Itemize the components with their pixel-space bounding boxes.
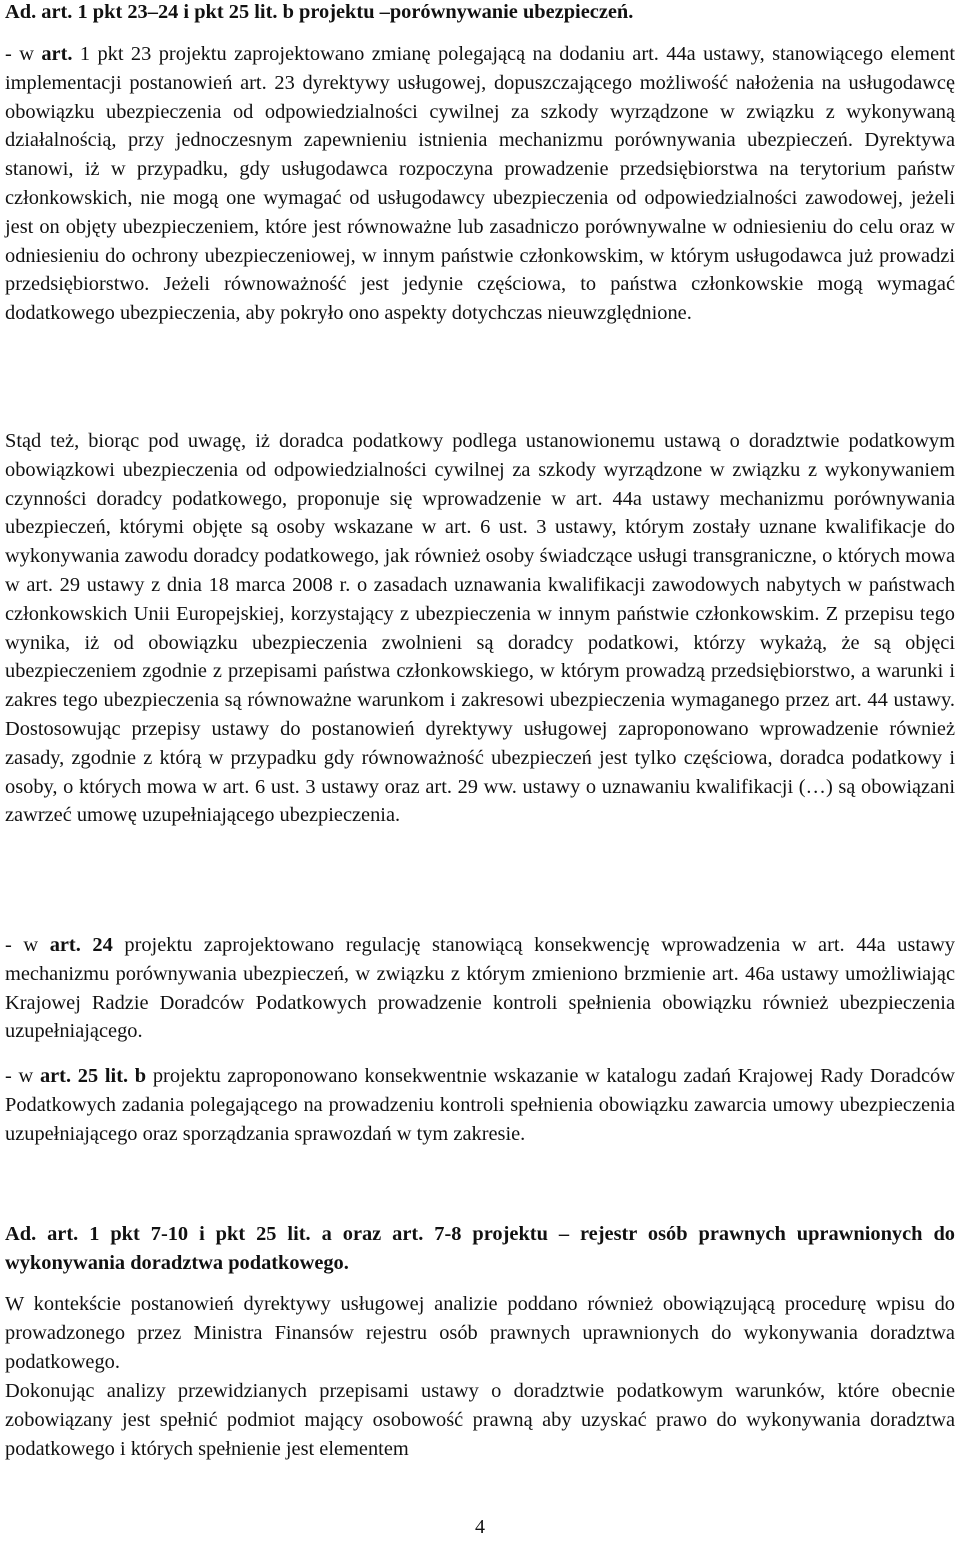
paragraph-registry-analysis: Dokonując analizy przewidzianych przepisami ustawy o doradztwie podatkowym warunków, które obecnie zobowiązany jest spełnić podmiot mający osobowość prawną aby uzyskać prawo do wykonywania doradztwa podatkowego i których spełnienie jest elementem xyxy=(5,1380,955,1460)
section-heading-registry: Ad. art. 1 pkt 7-10 i pkt 25 lit. a oraz art. 7-8 projektu – rejestr osób prawnych uprawnionych do wykonywania doradztwa podatkowego. xyxy=(5,1223,955,1274)
paragraph-registry-procedure: W kontekście postanowień dyrektywy usługowej analizie poddano również obowiązującą procedurę wpisu do prowadzonego przez Ministra Finansów rejestru osób prawnych uprawnionych do wykonywania doradztwa podatkowego. xyxy=(5,1293,955,1373)
paragraph-tax-advisor-insurance: Stąd też, biorąc pod uwagę, iż doradca podatkowy podlega ustanowionemu ustawą o doradztwie podatkowym obowiązkowi ubezpieczenia od odpowiedzialności cywilnej za szkody wyrządzone w związku z wykonywaniem czynności doradcy podatkowego, proponuje się wprowadzenie w art. 44a ustawy mechanizmu porównywania ubezpieczeń, którymi objęte są osoby wskazane w art. 6 ust. 3 ustawy, którym zostały uznane kwalifikacje do wykonywania zawodu doradcy podatkowego, jak również osoby świadczące usługi transgraniczne, o których mowa w art. 29 ustawy z dnia 18 marca 2008 r. o zasadach uznawania kwalifikacji zawodowych nabytych w państwach członkowskich Unii Europejskiej, korzystający z ubezpieczenia w innym państwie członkowskim. Z przepisu tego wynika, iż od obowiązku ubezpieczenia zwolnieni są doradcy podatkowi, którzy wykażą, że są objęci ubezpieczeniem zgodnie z przepisami państwa członkowskiego, w którym prowadzą przedsiębiorstwo, a warunki i zakres tego ubezpieczenia są równoważne warunkom i zakresowi ubezpieczenia wymaganego przez art. 44 ustawy. Dostosowując przepisy ustawy do postanowień dyrektywy usługowej zaproponowano wprowadzenie również zasady, zgodnie z którą w przypadku gdy równoważność ubezpieczeń jest tylko częściowa, doradca podatkowy i osoby, o których mowa w art. 6 ust. 3 ustawy oraz art. 29 ww. ustawy o uznawaniu kwalifikacji (…) są obowiązani zawrzeć umowę uzupełniającego ubezpieczenia. xyxy=(5,430,955,827)
paragraph-art-24: - w art. 24 projektu zaprojektowano regulację stanowiącą konsekwencję wprowadzenia w art. 44a ustawy mechanizmu porównywania ubezpieczeń, w związku z którym zmieniono brzmienie art. 46a ustawy umożliwiając Krajowej Radzie Doradców Podatkowych prowadzenie kontroli spełnienia obowiązku również ubezpieczenia uzupełniającego. xyxy=(5,934,956,1043)
paragraph-art-25-lit-b: - w art. 25 lit. b projektu zaproponowano konsekwentnie wskazanie w katalogu zadań Krajowej Rady Doradców Podatkowych zadania polegającego na prowadzeniu kontroli spełnienia obowiązku zawarcia umowy ubezpieczenia uzupełniającego oraz sporządzania sprawozdań w tym zakresie. xyxy=(5,1065,955,1145)
page-number: 4 xyxy=(475,1516,485,1538)
section-heading-insurance: Ad. art. 1 pkt 23–24 i pkt 25 lit. b projektu –porównywanie ubezpieczeń. xyxy=(5,1,634,23)
paragraph-art-1-pkt-23: - w art. 1 pkt 23 projektu zaprojektowano zmianę polegającą na dodaniu art. 44a ustawy, stanowiącego element implementacji postanowień art. 23 dyrektywy usługowej, dopuszczającego możliwość nałożenia na usługodawcę obowiązku ubezpieczenia od odpowiedzialności cywilnej za szkody wyrządzone w związku z wykonywaną działalnością, przy jednoczesnym zapewnieniu istnienia mechanizmu porównywania ubezpieczeń. Dyrektywa stanowi, iż w przypadku, gdy usługodawca rozpoczyna prowadzenie przedsiębiorstwa na terytorium państw członkowskich, nie mogą one wymagać od usługodawcy ubezpieczenia od odpowiedzialności zawodowej, jeżeli jest on objęty ubezpieczeniem, które jest równoważne lub zasadniczo porównywalne w odniesieniu do celu oraz w odniesieniu do ochrony ubezpieczeniowej, w innym państwie członkowskim, w którym usługodawca już prowadzi przedsiębiorstwo. Jeżeli równoważność jest jedynie częściowa, to państwa członkowskie mogą wymagać dodatkowego ubezpieczenia, aby pokryło ono aspekty dotychczas nieuwzględnione. xyxy=(5,43,955,325)
